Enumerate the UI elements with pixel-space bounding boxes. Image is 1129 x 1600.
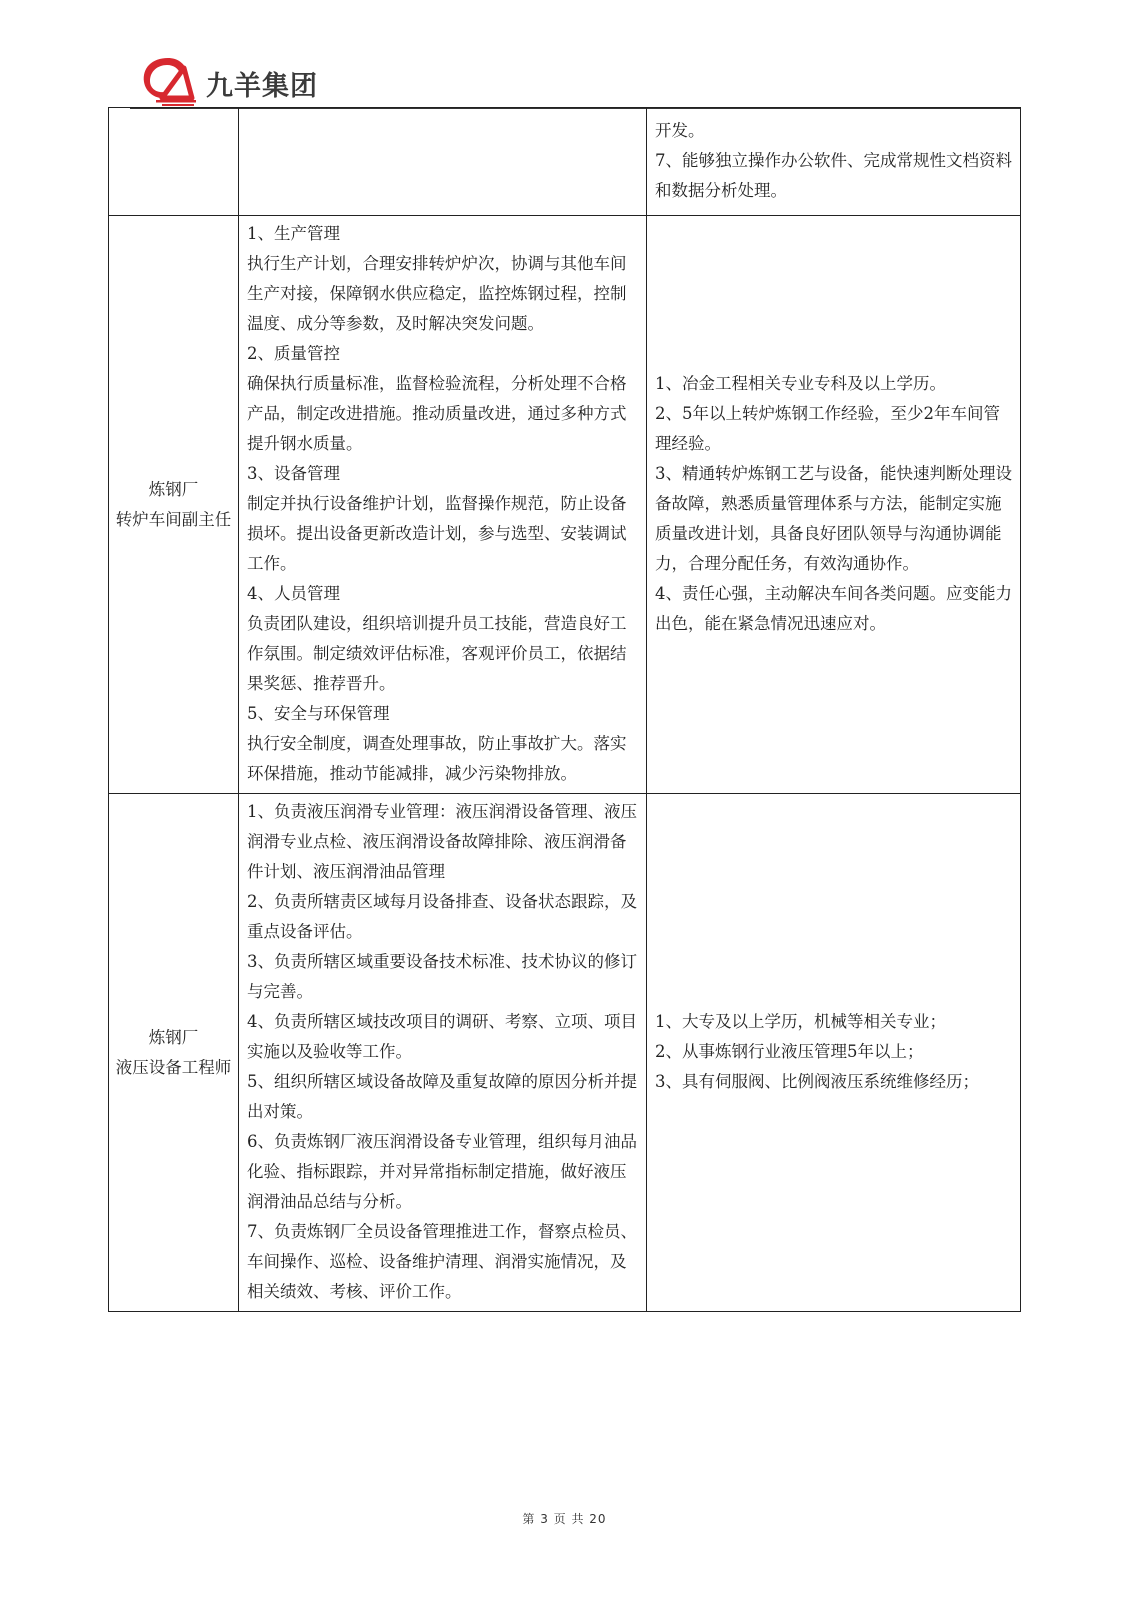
page-number: 第 3 页 共 20 — [522, 1512, 607, 1526]
duty-item: 5、安全与环保管理 — [247, 704, 390, 723]
duties-cell — [239, 216, 647, 794]
duty-item: 5、组织所辖区域设备故障及重复故障的原因分析并提出对策。 — [247, 1072, 637, 1121]
requirement-item: 2、从事炼钢行业液压管理5年以上； — [655, 1042, 924, 1061]
duty-item: 6、负责炼钢厂液压润滑设备专业管理，组织每月油品化验、指标跟踪，并对异常指标制定措施，做好液压润滑油品总结与分析。 — [247, 1132, 637, 1211]
position-cell — [109, 108, 239, 216]
requirements-cell — [647, 108, 1021, 216]
duties-cell — [239, 794, 647, 1312]
table-row — [109, 108, 1021, 216]
duty-item: 执行安全制度，调查处理事故，防止事故扩大。落实环保措施，推动节能减排，减少污染物排放。 — [247, 734, 627, 783]
position-title-line: 炼钢厂 — [148, 479, 199, 499]
job-table — [108, 107, 1021, 1312]
company-logo-icon — [140, 54, 200, 106]
duty-item: 2、负责所辖责区域每月设备排查、设备状态跟踪，及重点设备评估。 — [247, 892, 637, 941]
duty-item: 1、负责液压润滑专业管理：液压润滑设备管理、液压润滑专业点检、液压润滑设备故障排除、液压润滑备件计划、液压润滑油品管理 — [247, 802, 637, 881]
table-row — [109, 794, 1021, 1312]
duty-item: 执行生产计划，合理安排转炉炉次，协调与其他车间生产对接，保障钢水供应稳定，监控炼钢过程，控制温度、成分等参数，及时解决突发问题。 — [247, 254, 627, 333]
duty-item: 4、负责所辖区域技改项目的调研、考察、立项、项目实施以及验收等工作。 — [247, 1012, 637, 1061]
table-row — [109, 216, 1021, 794]
requirement-item: 7、能够独立操作办公软件、完成常规性文档资料和数据分析处理。 — [655, 151, 1012, 200]
requirements-cell — [647, 216, 1021, 794]
requirements-cell — [647, 794, 1021, 1312]
duty-item: 4、人员管理 — [247, 584, 340, 603]
requirement-item: 2、5年以上转炉炼钢工作经验，至少2年车间管理经验。 — [655, 404, 1000, 453]
requirement-item: 4、责任心强，主动解决车间各类问题。应变能力出色，能在紧急情况迅速应对。 — [655, 584, 1012, 633]
position-title-line: 转炉车间副主任 — [115, 509, 232, 529]
duty-item: 制定并执行设备维护计划，监督操作规范，防止设备损坏。提出设备更新改造计划，参与选型、安装调试工作。 — [247, 494, 627, 573]
company-name: 九羊集团 — [206, 71, 318, 102]
requirement-item: 1、冶金工程相关专业专科及以上学历。 — [655, 374, 946, 393]
requirement-item: 3、精通转炉炼钢工艺与设备，能快速判断处理设备故障，熟悉质量管理体系与方法，能制定实施质量改进计划，具备良好团队领导与沟通协调能力，合理分配任务，有效沟通协作。 — [655, 464, 1012, 573]
position-title-line: 液压设备工程师 — [115, 1057, 232, 1077]
position-title-line: 炼钢厂 — [148, 1027, 199, 1047]
duties-cell — [239, 108, 647, 216]
duty-item: 负责团队建设，组织培训提升员工技能，营造良好工作氛围。制定绩效评估标准，客观评价员工，依据结果奖惩、推荐晋升。 — [247, 614, 627, 693]
duty-item: 2、质量管控 — [247, 344, 340, 363]
duty-item: 7、负责炼钢厂全员设备管理推进工作，督察点检员、车间操作、巡检、设备维护清理、润滑实施情况，及相关绩效、考核、评价工作。 — [247, 1222, 637, 1301]
duty-item: 1、生产管理 — [247, 224, 340, 243]
requirement-item: 1、大专及以上学历，机械等相关专业； — [655, 1012, 946, 1031]
position-cell — [109, 216, 239, 794]
requirement-item: 3、具有伺服阀、比例阀液压系统维修经历； — [655, 1072, 979, 1091]
page-header — [140, 50, 1020, 112]
duty-item: 确保执行质量标准，监督检验流程，分析处理不合格产品，制定改进措施。推动质量改进，通过多种方式提升钢水质量。 — [247, 374, 627, 453]
duty-item: 3、设备管理 — [247, 464, 340, 483]
duty-item: 3、负责所辖区域重要设备技术标准、技术协议的修订与完善。 — [247, 952, 637, 1001]
requirement-item: 开发。 — [655, 121, 705, 140]
position-cell — [109, 794, 239, 1312]
